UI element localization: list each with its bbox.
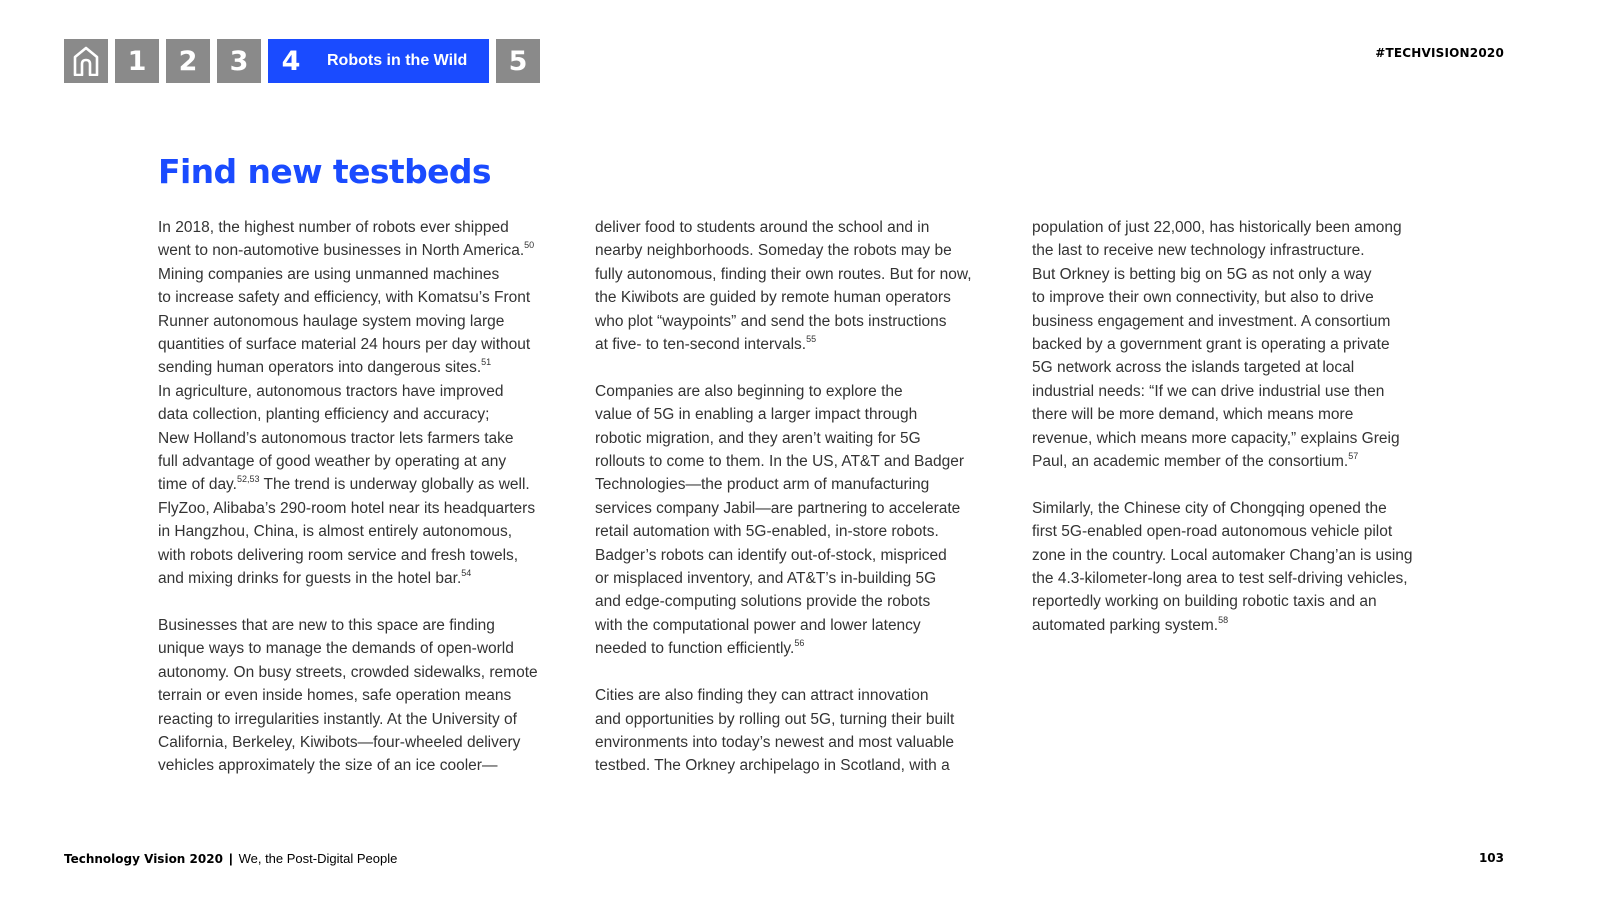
text-line: In agriculture, autonomous tractors have improved [158, 382, 504, 400]
nav-tab-4-label: Robots in the Wild [327, 52, 468, 69]
text-line: with the computational power and lower latency [595, 616, 921, 634]
text-line: backed by a government grant is operating a private [1032, 336, 1390, 354]
page-title: Find new testbeds [158, 152, 491, 191]
text-line: unique ways to manage the demands of open-world [158, 640, 514, 658]
text-line: with robots delivering room service and fresh towels, [158, 546, 519, 564]
footnote-ref: 56 [794, 638, 805, 649]
text-line: the last to receive new technology infrastructure. [1032, 242, 1365, 260]
text-line: who plot “waypoints” and send the bots instructions [595, 312, 947, 330]
text-line [595, 637, 1005, 660]
home-icon [72, 46, 100, 76]
text-line: data collection, planting efficiency and accuracy; [158, 406, 490, 424]
text-line: the Kiwibots are guided by remote human operators [595, 289, 951, 307]
footer-brand: Technology Vision 2020 [64, 852, 223, 866]
text-line: industrial needs: “If we can drive industrial use then [1032, 382, 1385, 400]
nav-tab-1[interactable]: 1 [115, 39, 159, 83]
text-line: terrain or even inside homes, safe operation means [158, 687, 512, 705]
nav-home-tab[interactable] [64, 39, 108, 83]
text-line: or misplaced inventory, and AT&T’s in-building 5G [595, 570, 937, 588]
text-line: FlyZoo, Alibaba’s 290-room hotel near its headquarters [158, 499, 536, 517]
text-segment: went to non-automotive businesses in North America. [158, 242, 525, 260]
text-line: New Holland’s autonomous tractor lets farmers take [158, 429, 514, 447]
footnote-ref: 58 [1218, 614, 1229, 625]
text-line: Similarly, the Chinese city of Chongqing opened the [1032, 499, 1387, 517]
text-line [595, 333, 1005, 356]
footer-separator: | [228, 851, 233, 866]
text-line [1032, 450, 1442, 473]
text-segment: sending human operators into dangerous sites. [158, 359, 482, 377]
footnote-ref: 52,53 [236, 474, 260, 485]
text-line: and opportunities by rolling out 5G, turning their built [595, 710, 955, 728]
text-line: revenue, which means more capacity,” explains Greig [1032, 429, 1400, 447]
text-segment: at five- to ten-second intervals. [595, 336, 807, 354]
section-nav [64, 39, 540, 83]
hashtag: #TECHVISION2020 [1375, 46, 1504, 60]
text-line: Runner autonomous haulage system moving large [158, 312, 505, 330]
paragraph-4 [595, 380, 1005, 661]
text-column-1 [158, 216, 568, 778]
text-line: Technologies—the product arm of manufacturing [595, 476, 930, 494]
paragraph-6 [1032, 216, 1442, 473]
nav-tab-2[interactable]: 2 [166, 39, 210, 83]
text-line: Companies are also beginning to explore the [595, 382, 903, 400]
text-line: population of just 22,000, has historically been among [1032, 219, 1402, 236]
text-line: in Hangzhou, China, is almost entirely autonomous, [158, 523, 513, 541]
footnote-ref: 57 [1348, 450, 1359, 461]
text-line: quantities of surface material 24 hours per day without [158, 336, 531, 354]
text-line [158, 356, 568, 379]
text-line [158, 473, 568, 496]
text-line: full advantage of good weather by operating at any [158, 453, 507, 471]
paragraph-1 [158, 216, 568, 591]
page-number: 103 [1478, 851, 1504, 865]
nav-tab-3[interactable]: 3 [217, 39, 261, 83]
footnote-ref: 55 [806, 333, 817, 344]
text-line: services company Jabil—are partnering to accelerate [595, 499, 961, 517]
text-column-3 [1032, 216, 1442, 637]
text-line: rollouts to come to them. In the US, AT&T and Badger [595, 453, 965, 471]
paragraph-7 [1032, 497, 1442, 637]
text-line: there will be more demand, which means more [1032, 406, 1354, 424]
nav-tab-4-active[interactable] [268, 39, 489, 83]
paragraph-3 [595, 216, 1005, 356]
text-line: deliver food to students around the school and in [595, 219, 930, 236]
text-line: reacting to irregularities instantly. At the University of [158, 710, 517, 728]
text-column-2 [595, 216, 1005, 778]
paragraph-gap [158, 591, 568, 614]
footer [64, 851, 397, 866]
footer-subtitle: We, the Post-Digital People [238, 851, 398, 866]
text-line: to improve their own connectivity, but also to drive [1032, 289, 1374, 307]
text-segment: time of day. [158, 476, 237, 494]
text-line: and edge-computing solutions provide the robots [595, 593, 931, 611]
text-line: robotic migration, and they aren’t waiting for 5G [595, 429, 921, 447]
text-line: Mining companies are using unmanned machines [158, 265, 500, 283]
text-line: But Orkney is betting big on 5G as not only a way [1032, 265, 1372, 283]
text-line: value of 5G in enabling a larger impact through [595, 406, 918, 424]
text-line: autonomy. On busy streets, crowded sidewalks, remote [158, 663, 538, 681]
paragraph-gap [1032, 473, 1442, 496]
text-line: business engagement and investment. A consortium [1032, 312, 1391, 330]
nav-tab-4-number: 4 [281, 45, 301, 77]
text-segment: and mixing drinks for guests in the hotel bar. [158, 570, 462, 588]
text-line: zone in the country. Local automaker Chang’an is using [1032, 546, 1413, 564]
text-line: vehicles approximately the size of an ice cooler— [158, 757, 498, 775]
text-line: testbed. The Orkney archipelago in Scotland, with a [595, 757, 950, 775]
text-line: Cities are also finding they can attract innovation [595, 687, 929, 705]
text-line: Businesses that are new to this space are finding [158, 616, 495, 634]
text-line [158, 239, 568, 262]
text-line: retail automation with 5G-enabled, in-store robots. [595, 523, 939, 541]
paragraph-2 [158, 614, 568, 778]
text-segment: The trend is underway globally as well. [259, 476, 530, 494]
text-line: fully autonomous, finding their own routes. But for now, [595, 265, 972, 283]
paragraph-gap [595, 356, 1005, 379]
text-line: Badger’s robots can identify out-of-stock, mispriced [595, 546, 947, 564]
text-line [1032, 614, 1442, 637]
text-segment: needed to function efficiently. [595, 640, 795, 658]
paragraph-gap [595, 661, 1005, 684]
footnote-ref: 50 [524, 240, 535, 251]
text-line [158, 567, 568, 590]
text-line: California, Berkeley, Kiwibots—four-wheeled delivery [158, 733, 521, 751]
text-line: 5G network across the islands targeted at local [1032, 359, 1355, 377]
footnote-ref: 54 [461, 567, 472, 578]
text-segment: automated parking system. [1032, 616, 1219, 634]
text-line: nearby neighborhoods. Someday the robots may be [595, 242, 952, 260]
text-line: In 2018, the highest number of robots ever shipped [158, 219, 509, 236]
text-line: first 5G-enabled open-road autonomous vehicle pilot [1032, 523, 1393, 541]
text-line: environments into today’s newest and most valuable [595, 733, 955, 751]
paragraph-5 [595, 684, 1005, 778]
text-segment: Paul, an academic member of the consortium. [1032, 453, 1349, 471]
text-line: the 4.3-kilometer-long area to test self-driving vehicles, [1032, 570, 1408, 588]
footnote-ref: 51 [481, 357, 492, 368]
nav-tab-5[interactable]: 5 [496, 39, 540, 83]
text-line: reportedly working on building robotic taxis and an [1032, 593, 1377, 611]
text-line: to increase safety and efficiency, with Komatsu’s Front [158, 289, 531, 307]
